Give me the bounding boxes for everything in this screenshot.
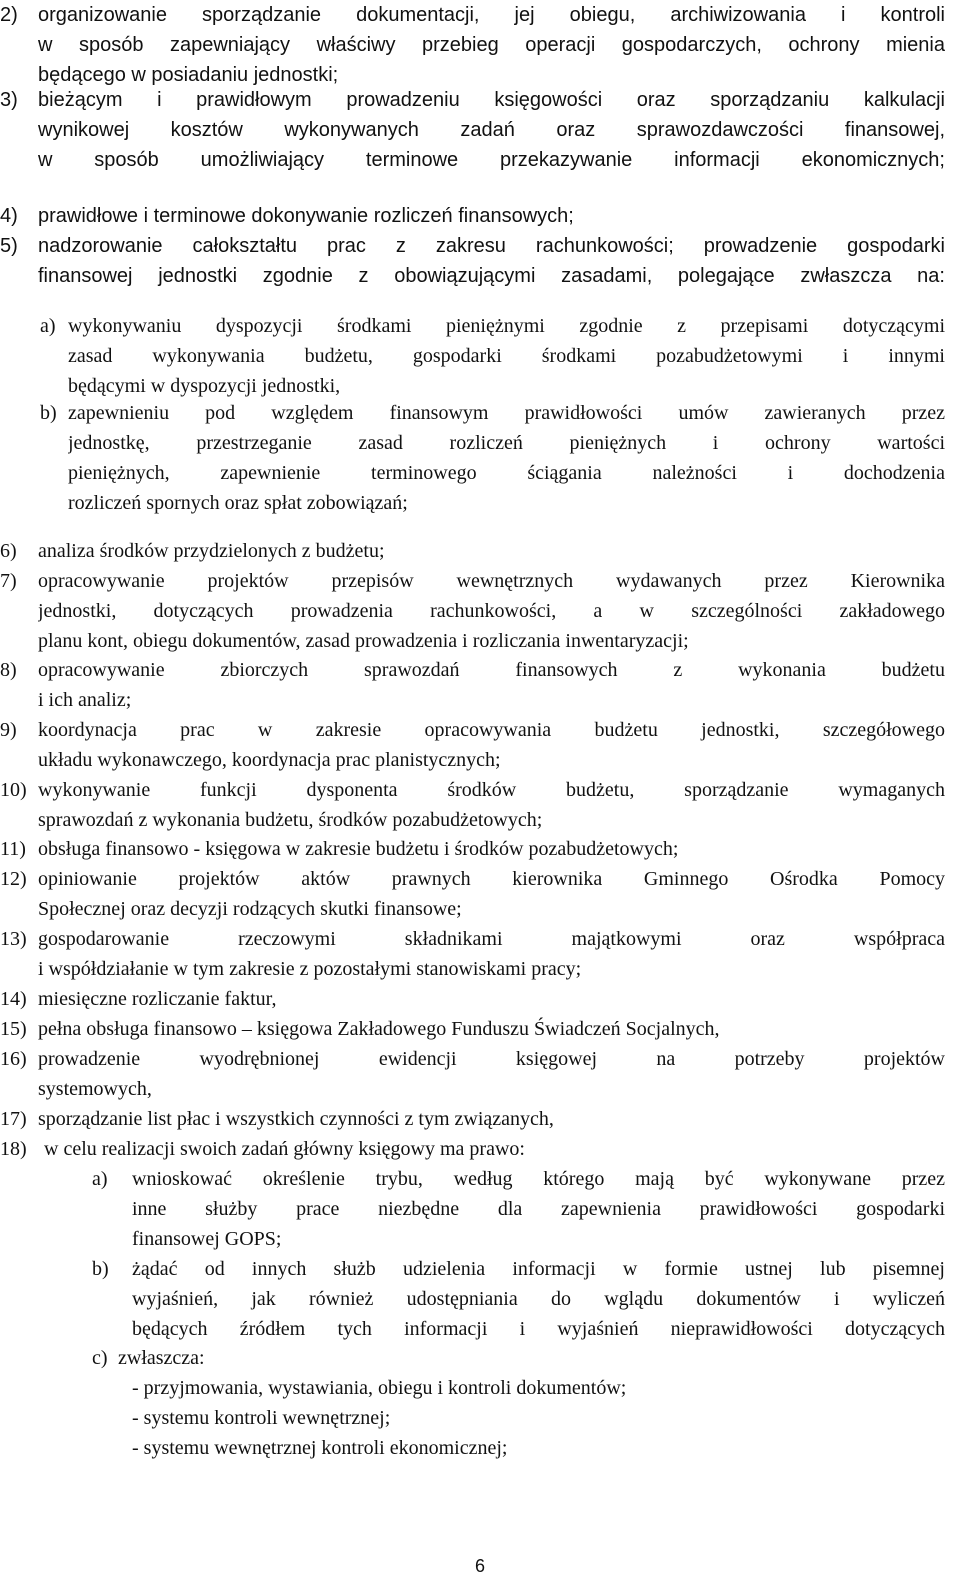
list-item-index: a) xyxy=(40,315,56,337)
list-item-text: rozliczeń spornych oraz spłat zobowiązań; xyxy=(68,492,408,514)
list-item-text: prawidłowe i terminowe dokonywanie rozliczeń finansowych; xyxy=(38,205,574,227)
list-item-index: 18) xyxy=(0,1138,27,1160)
list-item-line xyxy=(0,1254,960,1284)
list-item-text: miesięczne rozliczanie faktur, xyxy=(38,988,277,1010)
list-item-text: wnioskować określenie trybu, według którego mają być wykonywane przez xyxy=(132,1168,945,1190)
page-number: 6 xyxy=(474,1556,485,1576)
list-item-text: prowadzenie wyodrębnionej ewidencji księgowej na potrzeby projektów xyxy=(38,1048,945,1070)
list-item-text: w celu realizacji swoich zadań główny księgowy ma prawo: xyxy=(44,1138,525,1160)
list-item-text: sporządzanie list płac i wszystkich czynności z tym związanych, xyxy=(38,1108,554,1130)
list-item-line xyxy=(0,30,960,60)
list-item-index: 13) xyxy=(0,928,27,950)
list-item-line xyxy=(0,311,960,341)
list-item-text: gospodarowanie rzeczowymi składnikami majątkowymi oraz współpraca xyxy=(38,928,945,950)
list-item-index: 15) xyxy=(0,1018,27,1040)
list-item-index: 2) xyxy=(0,4,18,26)
list-item-line xyxy=(0,85,960,115)
list-item-line xyxy=(0,834,960,864)
list-item-text: będącymi w dyspozycji jednostki, xyxy=(68,375,341,397)
list-item-text: planu kont, obiegu dokumentów, zasad prowadzenia i rozliczania inwentaryzacji; xyxy=(38,630,689,652)
list-item-index: 6) xyxy=(0,540,17,562)
list-item-text: w sposób zapewniający właściwy przebieg operacji gospodarczych, ochrony mienia xyxy=(38,34,945,56)
list-item-line xyxy=(0,954,960,984)
list-item-text: i współdziałanie w tym zakresie z pozostałymi stanowiskami pracy; xyxy=(38,958,582,980)
list-item-text: opiniowanie projektów aktów prawnych kierownika Gminnego Ośrodka Pomocy xyxy=(38,868,945,890)
list-item-text: wyjaśnień, jak również udostępniania do wglądu dokumentów i wyliczeń xyxy=(132,1288,945,1310)
list-item-index: 10) xyxy=(0,779,27,801)
list-item-text: - systemu kontroli wewnętrznej; xyxy=(132,1407,391,1429)
list-item-line xyxy=(0,1403,960,1433)
list-item-line xyxy=(0,775,960,805)
list-item-text: żądać od innych służb udzielenia informacji w formie ustnej lub pisemnej xyxy=(132,1258,945,1280)
list-item-line xyxy=(0,1134,960,1164)
list-item-text: organizowanie sporządzanie dokumentacji, jej obiegu, archiwizowania i kontroli xyxy=(38,4,945,26)
list-item-text: koordynacja prac w zakresie opracowywania budżetu jednostki, szczegółowego xyxy=(38,719,945,741)
list-item-index: 3) xyxy=(0,89,18,111)
list-item-text: układu wykonawczego, koordynacja prac planistycznych; xyxy=(38,749,501,771)
list-item-index: b) xyxy=(92,1258,109,1280)
list-item-text: inne służby prace niezbędne dla zapewnienia prawidłowości gospodarki xyxy=(132,1198,945,1220)
list-item-line xyxy=(0,1194,960,1224)
list-item-line xyxy=(0,115,960,145)
list-item-text: - przyjmowania, wystawiania, obiegu i kontroli dokumentów; xyxy=(132,1377,627,1399)
list-item-line xyxy=(0,715,960,745)
list-item-line xyxy=(0,261,960,291)
list-item-index: a) xyxy=(92,1168,108,1190)
list-item-line xyxy=(0,428,960,458)
list-item-line xyxy=(0,685,960,715)
list-item-line xyxy=(0,0,960,30)
list-item-line xyxy=(0,398,960,428)
list-item-index: c) xyxy=(92,1347,108,1369)
list-item-text: sprawozdań z wykonania budżetu, środków pozabudżetowych; xyxy=(38,809,543,831)
list-item-text: obsługa finansowo - księgowa w zakresie budżetu i środków pozabudżetowych; xyxy=(38,838,679,860)
list-item-text: opracowywanie zbiorczych sprawozdań finansowych z wykonania budżetu xyxy=(38,659,945,681)
list-item-text: jednostkę, przestrzeganie zasad rozliczeń pieniężnych i ochrony wartości xyxy=(68,432,945,454)
list-item-text: analiza środków przydzielonych z budżetu; xyxy=(38,540,385,562)
list-item-line xyxy=(0,1104,960,1134)
list-item-line xyxy=(0,1343,960,1373)
list-item-text: bieżącym i prawidłowym prowadzeniu księgowości oraz sporządzaniu kalkulacji xyxy=(38,89,945,111)
list-item-index: 14) xyxy=(0,988,27,1010)
list-item-line xyxy=(0,1044,960,1074)
list-item-line xyxy=(0,745,960,775)
list-item-text: będących źródłem tych informacji i wyjaśnień nieprawidłowości dotyczących xyxy=(132,1318,945,1340)
list-item-index: 4) xyxy=(0,205,18,227)
list-item-line xyxy=(0,536,960,566)
list-item-line xyxy=(0,231,960,261)
list-item-line xyxy=(0,341,960,371)
list-item-index: b) xyxy=(40,402,57,424)
list-item-line xyxy=(0,145,960,175)
list-item-text: zasad wykonywania budżetu, gospodarki środkami pozabudżetowymi i innymi xyxy=(68,345,945,367)
list-item-text: finansowej jednostki zgodnie z obowiązującymi zasadami, polegające zwłaszcza na: xyxy=(38,265,945,287)
list-item-text: - systemu wewnętrznej kontroli ekonomicznej; xyxy=(132,1437,508,1459)
list-item-text: pełna obsługa finansowo – księgowa Zakładowego Funduszu Świadczeń Socjalnych, xyxy=(38,1018,720,1040)
list-item-line xyxy=(0,458,960,488)
list-item-text: wykonywaniu dyspozycji środkami pieniężnymi zgodnie z przepisami dotyczącymi xyxy=(68,315,945,337)
list-item-text: Społecznej oraz decyzji rodzących skutki finansowe; xyxy=(38,898,462,920)
list-item-text: zwłaszcza: xyxy=(118,1347,205,1369)
list-item-line xyxy=(0,1373,960,1403)
list-item-text: będącego w posiadaniu jednostki; xyxy=(38,64,339,86)
list-item-index: 12) xyxy=(0,868,27,890)
list-item-line xyxy=(0,371,960,401)
list-item-line xyxy=(0,1014,960,1044)
list-item-index: 11) xyxy=(0,838,26,860)
list-item-line xyxy=(0,1074,960,1104)
list-item-line xyxy=(0,488,960,518)
list-item-line xyxy=(0,924,960,954)
list-item-index: 7) xyxy=(0,570,17,592)
list-item-text: pieniężnych, zapewnienie terminowego ściągania należności i dochodzenia xyxy=(68,462,945,484)
list-item-index: 16) xyxy=(0,1048,27,1070)
list-item-line xyxy=(0,1284,960,1314)
list-item-index: 17) xyxy=(0,1108,27,1130)
list-item-line xyxy=(0,201,960,231)
list-item-line xyxy=(0,596,960,626)
list-item-line xyxy=(0,1314,960,1344)
list-item-index: 5) xyxy=(0,235,18,257)
list-item-text: zapewnieniu pod względem finansowym prawidłowości umów zawieranych przez xyxy=(68,402,945,424)
list-item-text: opracowywanie projektów przepisów wewnętrznych wydawanych przez Kierownika xyxy=(38,570,945,592)
list-item-line xyxy=(0,1224,960,1254)
list-item-line xyxy=(0,1433,960,1463)
list-item-text: wynikowej kosztów wykonywanych zadań oraz sprawozdawczości finansowej, xyxy=(38,119,945,141)
list-item-index: 9) xyxy=(0,719,17,741)
list-item-text: nadzorowanie całokształtu prac z zakresu rachunkowości; prowadzenie gospodarki xyxy=(38,235,945,257)
list-item-line xyxy=(0,566,960,596)
list-item-line xyxy=(0,984,960,1014)
list-item-line xyxy=(0,894,960,924)
list-item-text: wykonywanie funkcji dysponenta środków budżetu, sporządzanie wymaganych xyxy=(38,779,945,801)
list-item-line xyxy=(0,626,960,656)
list-item-text: jednostki, dotyczących prowadzenia rachunkowości, a w szczególności zakładowego xyxy=(38,600,945,622)
list-item-text: finansowej GOPS; xyxy=(132,1228,282,1250)
list-item-text: w sposób umożliwiający terminowe przekazywanie informacji ekonomicznych; xyxy=(38,149,945,171)
list-item-line xyxy=(0,1164,960,1194)
list-item-line xyxy=(0,864,960,894)
list-item-index: 8) xyxy=(0,659,17,681)
list-item-text: systemowych, xyxy=(38,1078,152,1100)
list-item-line xyxy=(0,805,960,835)
list-item-text: i ich analiz; xyxy=(38,689,132,711)
list-item-line xyxy=(0,655,960,685)
